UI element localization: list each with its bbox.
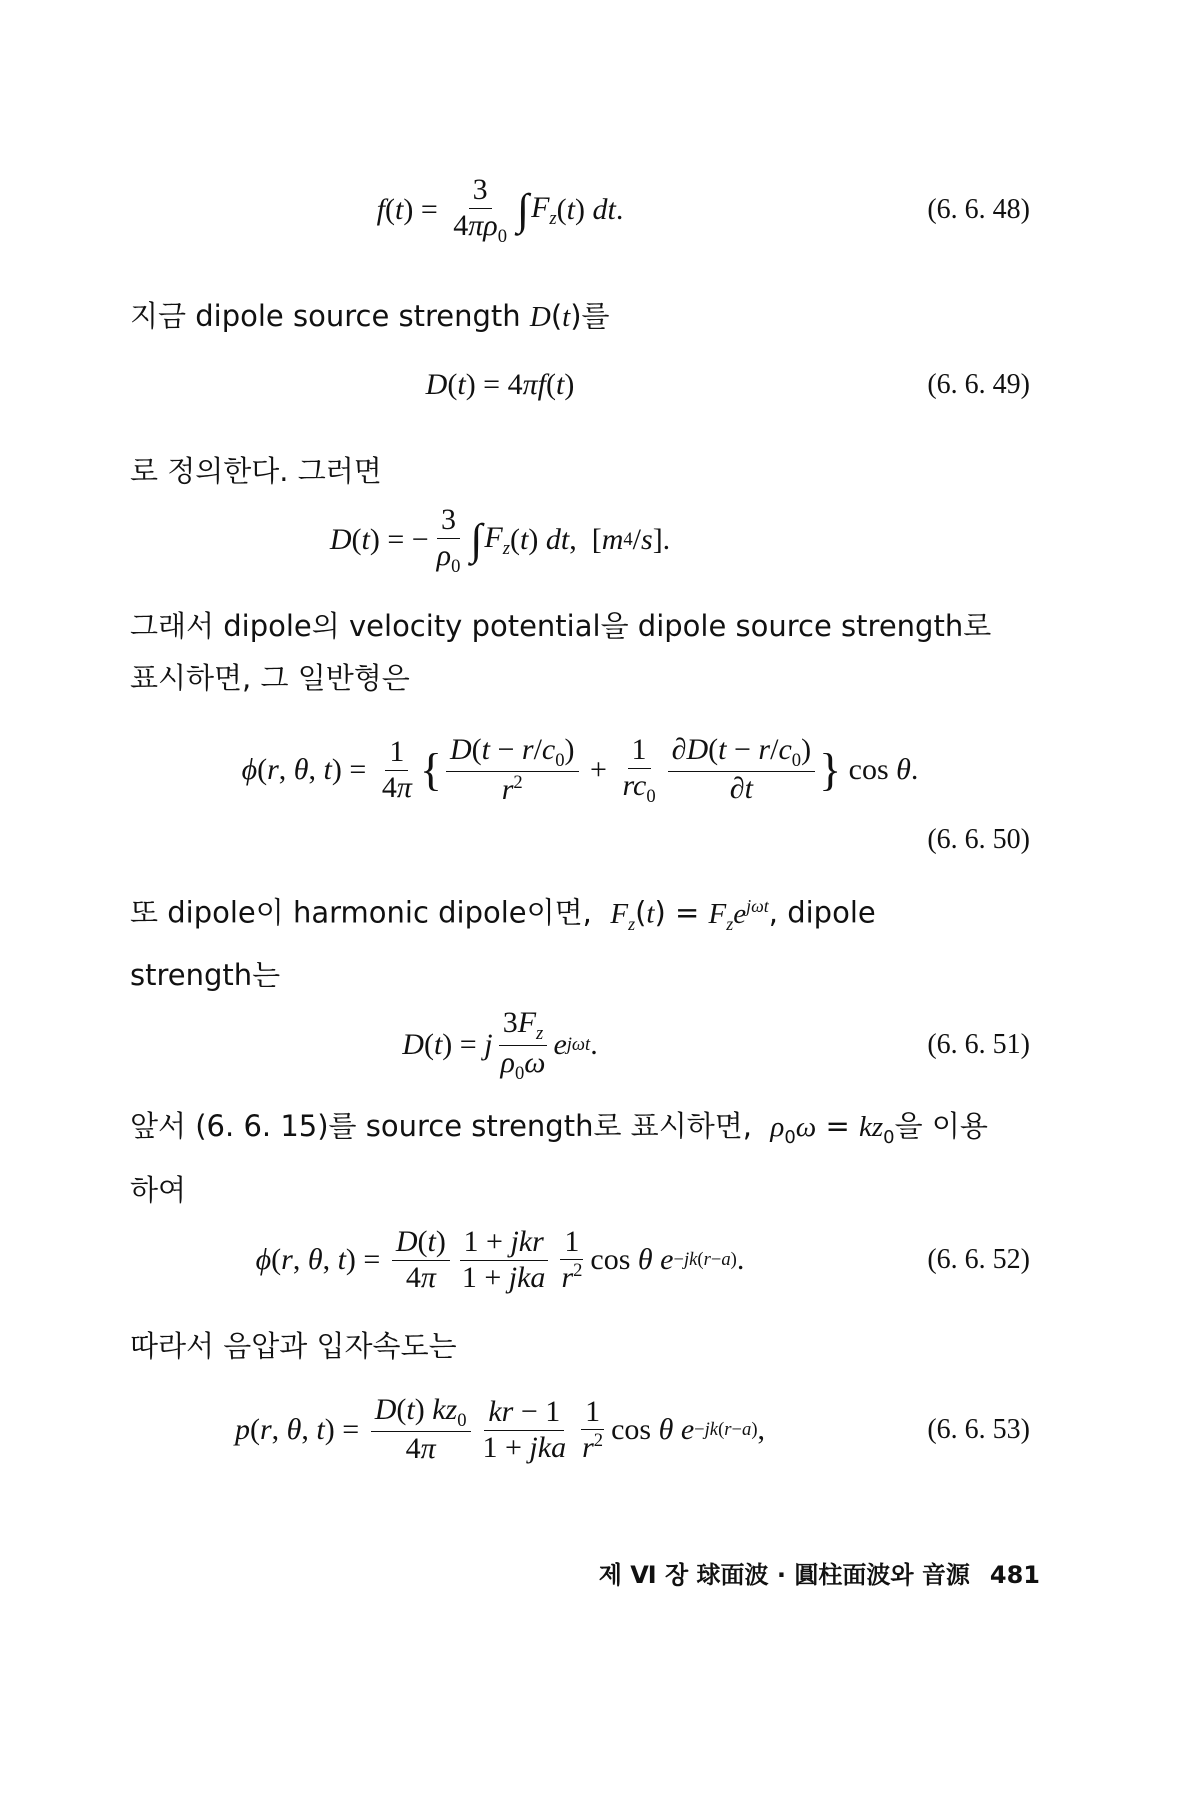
paragraph-4	[130, 880, 1030, 1001]
paragraph-text: 를	[581, 299, 610, 333]
paragraph-line: 앞서 (6. 6. 15)를 source strength로 표시하면, $\rho_0\omega = kz_0$을 이용	[130, 1109, 988, 1148]
paragraph-2	[130, 445, 1030, 497]
paragraph-text: 지금 dipole source strength	[130, 299, 521, 333]
paragraph-line: 하여	[130, 1172, 187, 1207]
equation-6-6-51	[130, 1000, 1030, 1090]
paragraph-text: 을 이용	[894, 1109, 988, 1143]
equation-6-6-50-number-row	[130, 810, 1030, 870]
equation-number: (6. 6. 53)	[927, 1414, 1030, 1445]
equation-number: (6. 6. 50)	[927, 824, 1030, 855]
page-number: 481	[989, 1561, 1040, 1589]
paragraph-1: 지금 dipole source strength D(t)를	[130, 299, 610, 333]
paragraph-6	[130, 1320, 1030, 1372]
paragraph-text: 앞서 (6. 6. 15)를 source strength로 표시하면,	[130, 1109, 752, 1143]
equation-body: f ( t ) = $\frac{3}{4\pi\rho_0}$ ∫ $F_z$ ( t ) dt .	[376, 173, 624, 247]
equation-6-6-49	[130, 340, 1030, 430]
equation-6-6-48	[130, 165, 1030, 255]
paragraph-5	[130, 1100, 1030, 1216]
page-footer	[520, 1555, 1040, 1590]
equation-6-6-53	[130, 1380, 1030, 1480]
equation-number: (6. 6. 52)	[927, 1244, 1030, 1275]
equation-body: D ( t ) = 4 π f ( t )	[425, 368, 575, 401]
equation-body: p ( r , θ , t ) = $\frac{D(t) kz_0}{4\pi}$ $\frac{kr - 1}{\text{1 + jka}}$ $\frac{1}{r^2}$ cos θ e −jk(r−a) ,	[234, 1393, 766, 1466]
paragraph-line: 또 dipole이 harmonic dipole이면, $F_z(t) = F_ze^{j\omega t}$, dipole	[130, 895, 876, 934]
paragraph-line: 표시하면, 그 일반형은	[130, 661, 410, 695]
paragraph-text: 또 dipole이 harmonic dipole이면,	[130, 895, 592, 930]
equation-body: ϕ ( r , θ , t ) = $\frac{D(t)}{4\pi}$ $\frac{\text{1 + jkr}}{\text{1 + jka}}$ $\frac{1}{r^2}$ cos θ e −jk(r−a) .	[255, 1224, 745, 1294]
equation-number: (6. 6. 49)	[927, 369, 1030, 400]
equation-body: D ( t ) = − $\frac{3}{\rho_0}$ ∫ $F_z$ ( t ) dt , [ m 4 / s ].	[329, 503, 671, 577]
paragraph-line: strength는	[130, 958, 281, 993]
paragraph-text: 따라서 음압과 입자속도는	[130, 1329, 457, 1363]
paragraph-3	[130, 600, 1030, 704]
equation-6-6-52	[130, 1210, 1030, 1310]
running-header: 제 Ⅵ 장 球面波 · 圓柱面波와 音源	[598, 1561, 970, 1589]
equation-d-integral	[130, 495, 1030, 585]
paragraph-line: 그래서 dipole의 velocity potential을 dipole source strength로	[130, 609, 992, 643]
equation-number: (6. 6. 51)	[927, 1029, 1030, 1060]
equation-body: D ( t ) = j $\frac{3F_z}{\rho_0\omega}$ e jωt .	[402, 1006, 598, 1084]
equation-number: (6. 6. 48)	[927, 194, 1030, 225]
paragraph-text: , dipole	[768, 895, 876, 930]
paragraph-text: 로 정의한다. 그러면	[130, 454, 382, 488]
equation-6-6-50	[130, 720, 1030, 820]
equation-body: ϕ ( r , θ , t ) = $\frac{1}{4\pi}$ { $\frac{D(t - r/c_0)}{r^2}$ + $\frac{1}{rc_0}$ $\frac{\partial D(t - r/c_0)}{\partial t}$ } cos θ .	[241, 732, 919, 807]
